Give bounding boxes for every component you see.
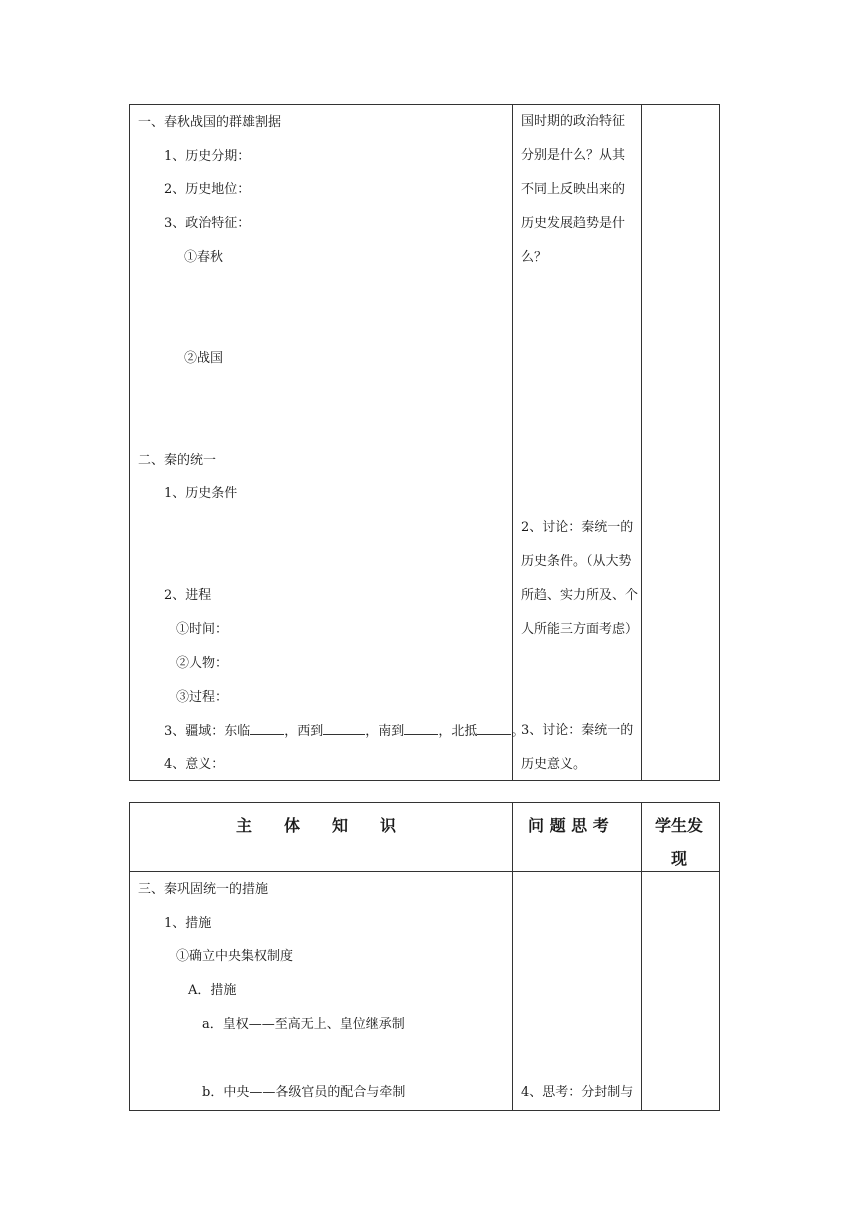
column-divider	[641, 105, 642, 780]
header-question: 问 题 思 考	[528, 816, 609, 835]
fill-in-blank	[250, 722, 284, 735]
territory-west: ，西到	[284, 724, 324, 739]
question-text: 历史意义。	[521, 757, 587, 772]
list-item: a．皇权——至高无上、皇位继承制	[202, 1017, 405, 1032]
fill-in-blank	[323, 722, 365, 735]
list-item: 1、历史分期：	[164, 149, 251, 164]
question-text: 4、思考：分封制与	[521, 1085, 634, 1100]
territory-line	[164, 722, 524, 741]
list-item: 4、意义：	[164, 757, 225, 772]
list-item: 1、历史条件	[164, 486, 238, 501]
column-divider	[512, 803, 513, 1110]
territory-south: ，南到	[365, 724, 405, 739]
question-text: 不同上反映出来的	[521, 182, 626, 197]
question-text: 历史发展趋势是什	[521, 216, 626, 231]
fill-in-blank	[477, 722, 511, 735]
question-text: 分别是什么？从其	[521, 148, 626, 163]
list-item: ②人物：	[176, 656, 229, 671]
table-continued	[129, 104, 720, 781]
question-text: 所趋、实力所及、个	[521, 588, 639, 603]
question-text: 国时期的政治特征	[521, 114, 626, 129]
question-text: 么？	[521, 250, 548, 265]
fill-in-blank	[404, 722, 438, 735]
list-item: ①时间：	[176, 622, 229, 637]
header-main-knowledge: 主 体 知 识	[236, 816, 397, 835]
list-item: 1、措施	[164, 916, 212, 931]
list-item: 2、进程	[164, 588, 212, 603]
question-text: 3、讨论：秦统一的	[521, 723, 634, 738]
list-item: b．中央——各级官员的配合与牵制	[202, 1085, 406, 1100]
header-divider	[130, 871, 719, 872]
column-divider	[641, 803, 642, 1110]
question-text: 历史条件。（从大势	[521, 554, 632, 569]
question-text: 人所能三方面考虑）	[521, 622, 639, 637]
header-student-findings: 现	[671, 849, 688, 868]
list-item: ①确立中央集权制度	[176, 949, 294, 964]
list-item: 2、历史地位：	[164, 182, 251, 197]
table-main	[129, 802, 720, 1111]
question-text: 2、讨论：秦统一的	[521, 520, 634, 535]
territory-prefix: 3、疆域：东临	[164, 724, 251, 739]
list-item: ②战国	[184, 351, 224, 366]
list-item: ①春秋	[184, 250, 224, 265]
territory-end: 。	[511, 724, 525, 739]
list-item: 3、政治特征：	[164, 216, 251, 231]
list-item: ③过程：	[176, 690, 229, 705]
section-heading: 一、春秋战国的群雄割据	[138, 115, 282, 130]
section-heading: 二、秦的统一	[138, 453, 217, 468]
header-student-findings: 学生发	[655, 816, 704, 835]
column-divider	[512, 105, 513, 780]
section-heading: 三、秦巩固统一的措施	[138, 882, 269, 897]
list-item: A．措施	[188, 983, 237, 998]
territory-north: ，北抵	[438, 724, 478, 739]
